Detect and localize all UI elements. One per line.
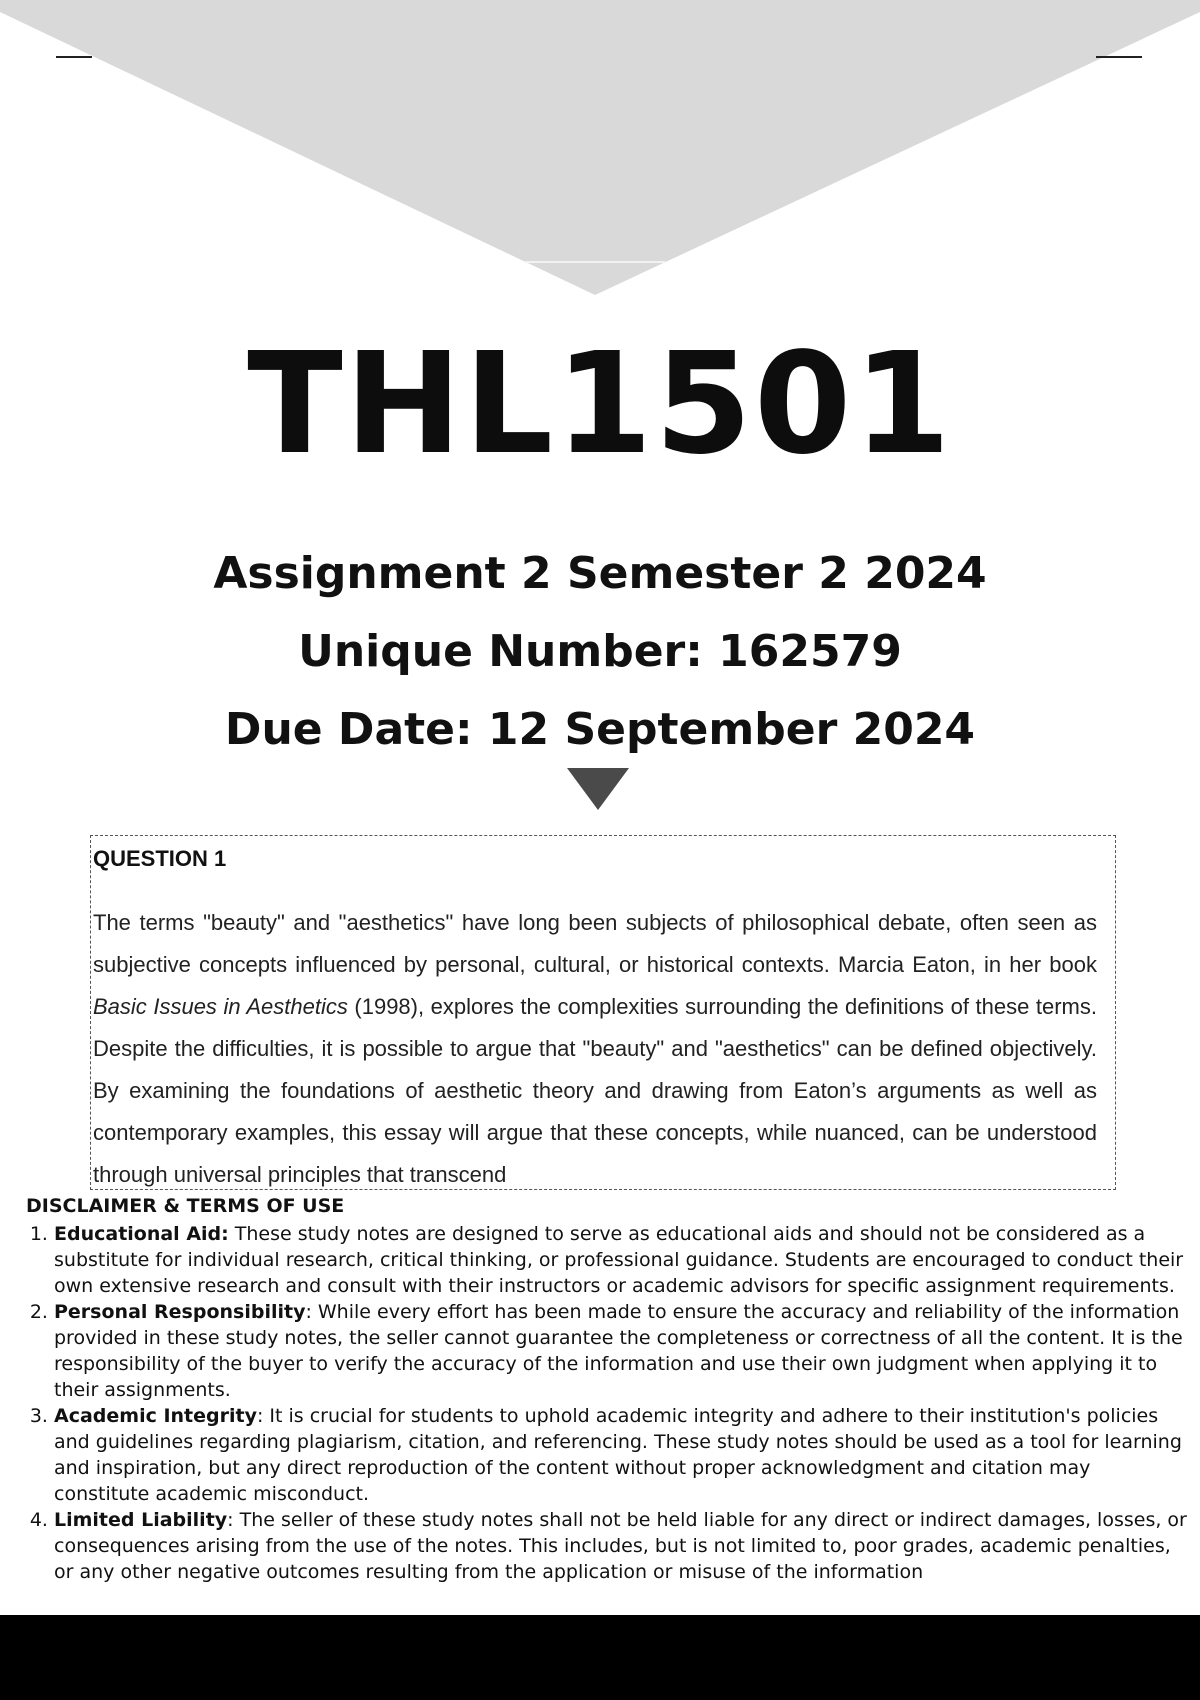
- book-title: Basic Issues in Aesthetics: [93, 994, 348, 1019]
- disclaimer-item: [54, 1403, 1188, 1507]
- disclaimer-item: [54, 1507, 1188, 1585]
- due-date-line: Due Date: 12 September 2024: [224, 704, 976, 755]
- bottom-black-bar: [0, 1615, 1200, 1700]
- question-body-part-2: (1998), explores the complexities surrounding the definitions of these terms. Despite the difficulties, it is possible to argue that "beauty" and "aesthetics" can be defined objectively. By examining the foundations of aesthetic theory and drawing from Eaton’s arguments as well as contemporary examples, this essay will argue that these concepts, while nuanced, can be understood through universal principles that transcend: [93, 994, 1097, 1187]
- question-preview-box: [90, 835, 1116, 1190]
- disclaimer-term: Academic Integrity: [54, 1405, 257, 1427]
- disclaimer-term: Personal Responsibility: [54, 1301, 306, 1323]
- disclaimer-text: : The seller of these study notes shall not be held liable for any direct or indirect damages, losses, or consequences arising from the use of the notes. This includes, but is not limited to, poor grades, academic penalties, or any other negative outcomes resulting from the application or misuse of the information: [54, 1509, 1187, 1583]
- down-triangle-icon: [567, 768, 629, 810]
- disclaimer-text: : While every effort has been made to ensure the accuracy and reliability of the information provided in these study notes, the seller cannot guarantee the completeness or correctness of all the content. It is the responsibility of the buyer to verify the accuracy of the information and use their own judgment when applying it to their assignments.: [54, 1301, 1183, 1401]
- disclaimer-item: [54, 1299, 1188, 1403]
- disclaimer-text: : It is crucial for students to uphold academic integrity and adhere to their institution's policies and guidelines regarding plagiarism, citation, and referencing. These study notes should be used as a tool for learning and inspiration, but any direct reproduction of the content without proper acknowledgment and citation may constitute academic misconduct.: [54, 1405, 1182, 1505]
- course-code-title: THL1501: [247, 323, 953, 486]
- unique-number-line: Unique Number: 162579: [298, 626, 902, 677]
- assignment-line: Assignment 2 Semester 2 2024: [213, 548, 987, 599]
- right-corner-rule: [1096, 56, 1142, 58]
- question-body: [93, 902, 1097, 1190]
- disclaimer-term: Educational Aid:: [54, 1223, 229, 1245]
- disclaimer-term: Limited Liability: [54, 1509, 228, 1531]
- left-corner-rule: [56, 56, 92, 58]
- question-body-part-1: The terms "beauty" and "aesthetics" have long been subjects of philosophical debate, often seen as subjective concepts influenced by personal, cultural, or historical contexts. Marcia Eaton, in her book: [93, 910, 1097, 977]
- question-heading: QUESTION 1: [93, 846, 227, 871]
- disclaimer-title: DISCLAIMER & TERMS OF USE: [26, 1195, 345, 1217]
- disclaimer-section: [18, 1193, 1188, 1585]
- disclaimer-item: [54, 1221, 1188, 1299]
- disclaimer-list: [18, 1221, 1188, 1585]
- disclaimer-text: These study notes are designed to serve as educational aids and should not be considered as a substitute for individual research, critical thinking, or professional guidance. Students are encouraged to conduct their own extensive research and consult with their instructors or academic advisors for specific assignment requirements.: [54, 1223, 1184, 1297]
- header-chevron-banner: [0, 0, 1200, 300]
